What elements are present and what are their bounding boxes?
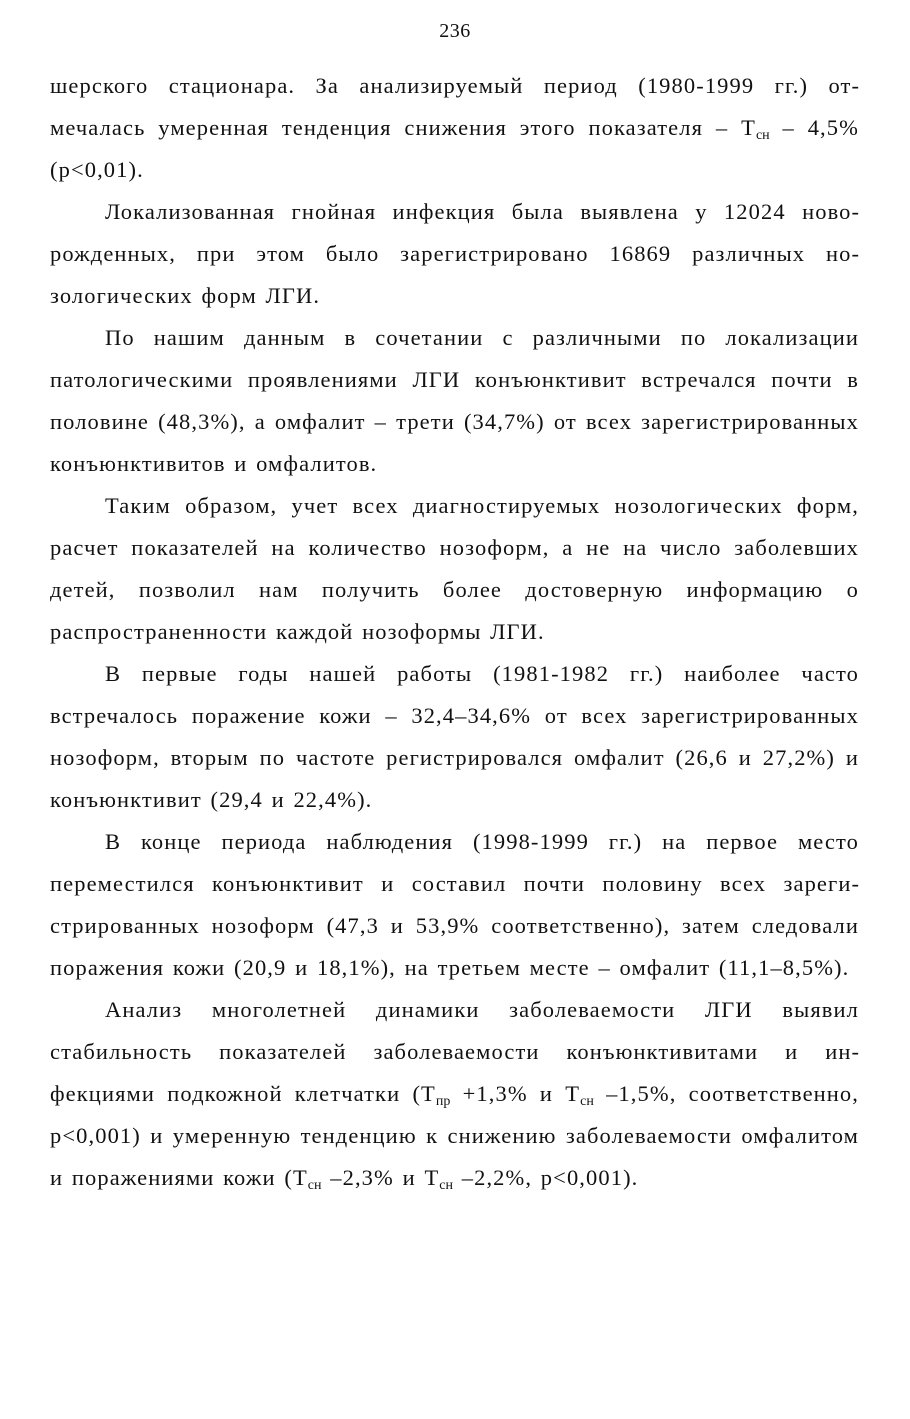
paragraph: В первые годы нашей работы (1981-1982 гг.) наиболее часто встречалось поражение кожи – 32,4–34,6% от всех зарегистрированных нозоформ, вторым по частоте регистрировался омфалит (26,6 и 27,2%) и конъюнктивит (29,4 и 22,4%). <box>50 661 859 812</box>
text-run: –2,3% и Т <box>321 1165 440 1190</box>
paragraph: В конце периода наблюдения (1998-1999 гг.) на первое место переместился конъюнктивит и составил почти половину всех зарегистрированных нозоформ (47,3 и 53,9% соответственно), затем следовали поражения кожи (20,9 и 18,1%), на третьем месте – омфалит (11,1–8,5%). <box>50 829 859 980</box>
text-run: – 4,5% (p<0,01). <box>50 115 859 182</box>
text-run: –1,5%, соответственно, p<0,001) и умеренную тенденцию к снижению заболеваемости омфалитом и поражениями кожи (Т <box>50 1081 860 1190</box>
paragraph <box>50 989 859 1199</box>
body-text <box>50 65 859 1199</box>
text-run: +1,3% и Т <box>450 1081 581 1106</box>
subscript: сн <box>580 1094 594 1109</box>
paragraph: Таким образом, учет всех диагностируемых нозологических форм, расчет показателей на количество нозоформ, а не на число заболевших детей, позволил нам получить более достоверную информацию о распространенности каждой нозоформы ЛГИ. <box>50 493 859 644</box>
text-run: Анализ многолетней динамики заболеваемости ЛГИ выявил стабильность показателей заболеваемости конъюнктивитами и инфекциями подкожной клетчатки (Т <box>50 997 859 1106</box>
paragraph: По нашим данным в сочетании с различными по локализации патологическими проявлениями ЛГИ конъюнктивит встречался почти в половине (48,3%), а омфалит – трети (34,7%) от всех зарегистрированных конъюнктивитов и омфалитов. <box>50 325 859 476</box>
text-run: –2,2%, p<0,001). <box>453 1165 639 1190</box>
text-run: шерского стационара. За анализируемый период (1980-1999 гг.) отмечалась умеренная тенденция снижения этого показателя – Т <box>50 73 859 140</box>
subscript: пр <box>435 1094 451 1109</box>
subscript: сн <box>307 1178 322 1193</box>
page-number: 236 <box>439 20 471 42</box>
paragraph: Локализованная гнойная инфекция была выявлена у 12024 новорожденных, при этом было зарегистрировано 16869 различных нозологических форм ЛГИ. <box>50 199 859 308</box>
subscript: сн <box>439 1178 454 1193</box>
subscript: сн <box>755 128 770 143</box>
paragraph-continuation <box>50 65 859 191</box>
